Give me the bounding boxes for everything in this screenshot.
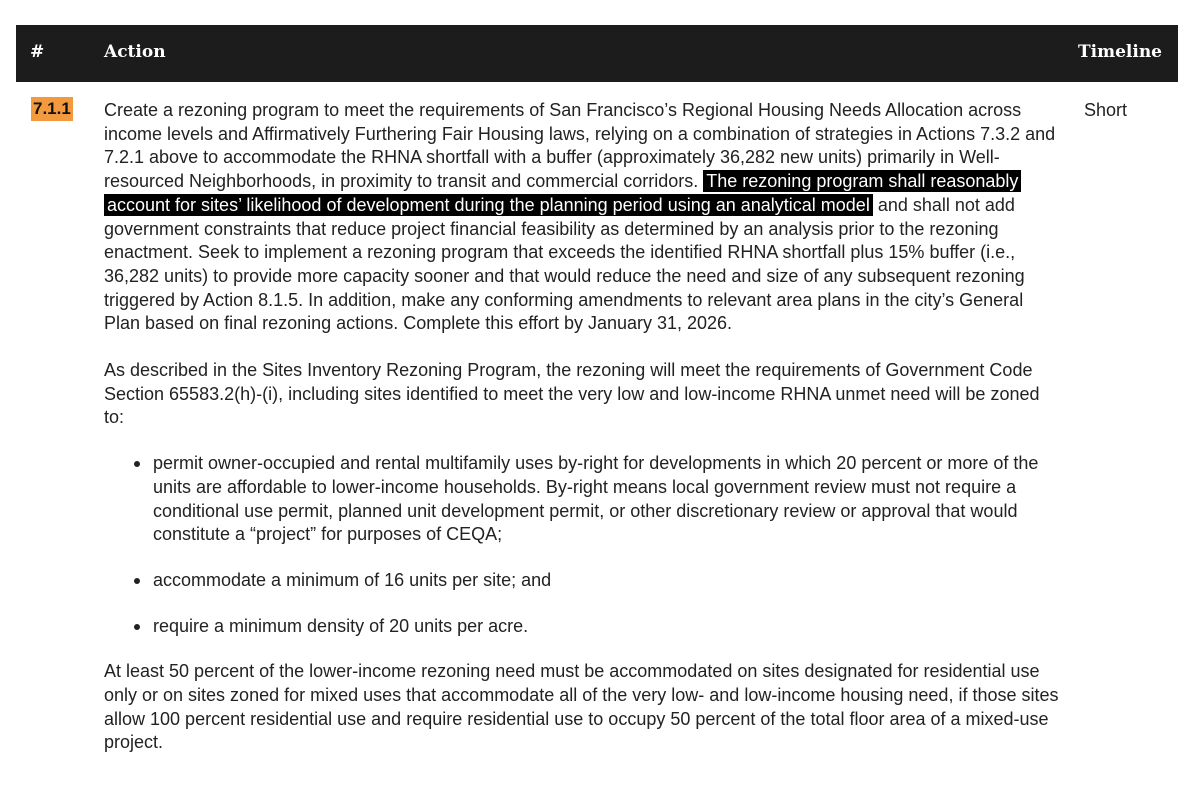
list-item-text: accommodate a minimum of 16 units per site; and [153, 569, 552, 590]
bullet-icon [134, 624, 140, 630]
requirements-list [104, 452, 1059, 638]
paragraph-text: Create a rezoning program to meet the requirements of San Francisco’s Regional Housing Needs Allocation across income levels and Affirmatively Furthering Fair Housing laws, relying on a combination of strategies in Actions 7.3.2 and 7.2.1 above to accommodate the RHNA shortfall with a buffer (approximately 36,282 new units) primarily in Well-resourced Neighborhoods, in proximity to transit and commercial corridors. [104, 100, 1056, 192]
highlighted-text: The rezoning program shall reasonably account for sites’ likelihood of development during the planning period using an analytical model [104, 170, 1021, 216]
column-header-number: # [30, 42, 45, 62]
action-paragraph-requirements: As described in the Sites Inventory Rezoning Program, the rezoning will meet the requirements of Government Code Section 65583.2(h)-(i), including sites identified to meet the very low and low-income RHNA unmet need will be zoned to: [104, 360, 1040, 428]
list-item-text: require a minimum density of 20 units per acre. [153, 615, 529, 636]
bullet-icon [134, 578, 140, 584]
column-header-timeline: Timeline [1077, 42, 1162, 62]
table-header [16, 25, 1178, 82]
list-item [153, 569, 1059, 593]
action-paragraph-lower-income: At least 50 percent of the lower-income rezoning need must be accommodated on sites designated for residential use only or on sites zoned for mixed uses that accommodate all of the very low- and low-income housing need, if those sites allow 100 percent residential use and require residential use to occupy 50 percent of the total floor area of a mixed-use project. [104, 661, 1059, 753]
paragraph-text-continued: and shall not add government constraints that reduce project financial feasibility as determined by an analysis prior to the rezoning enactment. Seek to implement a rezoning program that exceeds the identified RHNA shortfall plus 15% buffer (i.e., 36,282 units) to provide more capacity sooner and that would reduce the need and size of any subsequent rezoning triggered by Action 8.1.5. In addition, make any conforming amendments to relevant area plans in the city’s General Plan based on final rezoning actions. Complete this effort by January 31, 2026. [104, 194, 1025, 334]
list-item [153, 615, 1059, 639]
action-description [104, 99, 1059, 755]
action-paragraph-main [104, 99, 1059, 336]
timeline-value: Short [1084, 100, 1128, 120]
bullet-icon [134, 461, 140, 467]
column-header-action: Action [104, 42, 166, 62]
list-item [153, 452, 1059, 547]
list-item-text: permit owner-occupied and rental multifamily uses by-right for developments in which 20 percent or more of the units are affordable to lower-income households. By-right means local government review must not require a conditional use permit, planned unit development permit, or other discretionary review or approval that would constitute a “project” for purposes of CEQA; [153, 453, 1039, 545]
action-number-badge: 7.1.1 [31, 97, 73, 121]
